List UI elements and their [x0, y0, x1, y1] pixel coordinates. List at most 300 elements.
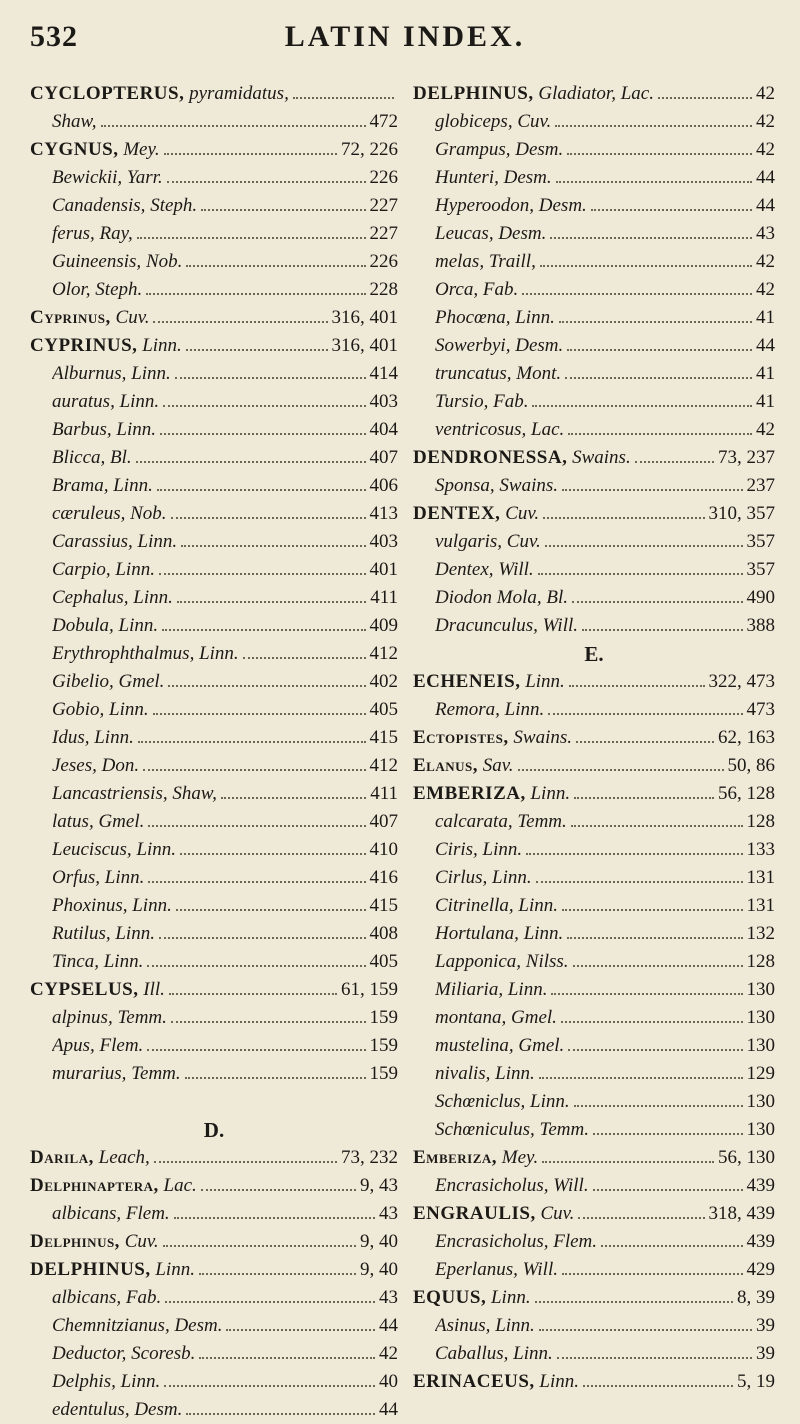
leader-dots: [199, 1263, 356, 1275]
index-entry: [413, 976, 775, 1004]
entry-author: Linn.: [132, 895, 172, 916]
index-entry: [30, 164, 398, 192]
leader-dots: [221, 787, 366, 799]
entry-author: Cuv.: [540, 1203, 575, 1224]
index-entry: [30, 360, 398, 388]
entry-author: Temm.: [117, 1007, 167, 1028]
entry-pages: 131: [746, 867, 775, 888]
entry-species: Guineensis,: [52, 251, 142, 272]
entry-author: Yarr.: [126, 167, 163, 188]
index-entry: [413, 920, 775, 948]
leader-dots: [136, 451, 366, 463]
leader-dots: [567, 143, 752, 155]
entry-author: Shaw,: [52, 111, 97, 132]
index-entry: [413, 948, 775, 976]
leader-dots: [522, 283, 752, 295]
entry-species: Diodon Mola,: [435, 587, 542, 608]
leader-dots: [559, 311, 752, 323]
entry-species: Encrasicholus,: [435, 1175, 549, 1196]
index-entry: [30, 1312, 398, 1340]
entry-name: [435, 472, 558, 500]
entry-genus: DELPHINUS,: [30, 1259, 151, 1280]
entry-author: Steph.: [95, 279, 143, 300]
leader-dots: [159, 563, 366, 575]
entry-pages: 429: [746, 1259, 775, 1280]
leader-dots: [538, 563, 743, 575]
entry-pages: 415: [369, 895, 398, 916]
entry-author: Linn.: [119, 391, 160, 412]
entry-author: Temm.: [131, 1063, 181, 1084]
entry-pages: 226: [369, 167, 398, 188]
index-entry: [30, 1368, 398, 1396]
index-entry: [413, 136, 775, 164]
index-entry: [30, 444, 398, 472]
entry-pages: 415: [369, 727, 398, 748]
entry-author: Mey.: [123, 139, 160, 160]
entry-species: pyramidatus,: [189, 83, 289, 104]
index-entry: [413, 192, 775, 220]
entry-author: Linn.: [515, 307, 555, 328]
entry-genus: ECHENEIS,: [413, 671, 521, 692]
index-entry: [413, 1088, 775, 1116]
entry-name: [413, 1200, 574, 1228]
entry-author: Linn.: [523, 923, 564, 944]
entry-pages: 416: [369, 867, 398, 888]
entry-species: Caballus,: [435, 1343, 509, 1364]
entry-author: Swains.: [499, 475, 559, 496]
entry-pages: 407: [369, 447, 398, 468]
entry-author: Linn.: [495, 1315, 535, 1336]
entry-author: Nob.: [145, 251, 183, 272]
page-header: [30, 20, 780, 70]
entry-species: ventricosus,: [435, 419, 527, 440]
page-number: 532: [30, 20, 78, 53]
entry-pages: 227: [369, 195, 398, 216]
index-entry: [30, 388, 398, 416]
index-entry: [30, 220, 398, 248]
index-entry: [30, 976, 398, 1004]
section-letter: E.: [584, 642, 604, 666]
entry-species: Orfus,: [52, 867, 101, 888]
entry-species: Gibelio,: [52, 671, 114, 692]
leader-dots: [583, 1375, 733, 1387]
entry-author: Fab.: [482, 279, 519, 300]
index-entry: [30, 1172, 398, 1200]
entry-author: Flem.: [99, 1035, 144, 1056]
index-entry: [30, 808, 398, 836]
entry-name: [435, 192, 587, 220]
leader-dots: [138, 731, 366, 743]
entry-author: Linn.: [525, 671, 565, 692]
entry-author: Temm.: [517, 811, 567, 832]
entry-author: Cuv.: [115, 307, 150, 328]
entry-author: Linn.: [490, 1287, 531, 1308]
index-entry: [413, 892, 775, 920]
leader-dots: [167, 171, 366, 183]
entry-pages: 56, 130: [718, 1147, 775, 1168]
entry-species: murarius,: [52, 1063, 127, 1084]
entry-species: Schœniclus,: [435, 1091, 526, 1112]
index-entry: [30, 584, 398, 612]
entry-pages: 41: [756, 363, 775, 384]
entry-name: [52, 752, 139, 780]
entry-pages: 405: [369, 951, 398, 972]
entry-genus: CYCLOPTERUS,: [30, 83, 185, 104]
index-entry: [413, 808, 775, 836]
leader-dots: [201, 1179, 356, 1191]
leader-dots: [574, 787, 714, 799]
entry-pages: 407: [369, 811, 398, 832]
entry-pages: 50, 86: [727, 755, 775, 776]
index-entry: [413, 556, 775, 584]
index-entry: [413, 500, 775, 528]
entry-author: Will.: [542, 615, 579, 636]
entry-name: [435, 864, 532, 892]
entry-pages: 316, 401: [331, 335, 398, 356]
leader-dots: [175, 367, 366, 379]
index-entry: [413, 360, 775, 388]
entry-name: [435, 584, 568, 612]
entry-pages: 439: [746, 1231, 775, 1252]
entry-species: Hyperoodon,: [435, 195, 535, 216]
entry-name: [52, 724, 134, 752]
leader-dots: [562, 479, 742, 491]
index-entry: [30, 864, 398, 892]
leader-dots: [174, 1207, 375, 1219]
entry-species: Dracunculus,: [435, 615, 538, 636]
entry-author: Desm.: [174, 1315, 223, 1336]
entry-species: Phoxinus,: [52, 895, 128, 916]
entry-name: [52, 920, 155, 948]
entry-name: [435, 1032, 564, 1060]
index-entry: [413, 1144, 775, 1172]
entry-pages: 42: [756, 111, 775, 132]
entry-author: Linn.: [518, 895, 559, 916]
entry-species: Miliaria,: [435, 979, 504, 1000]
index-entry: [413, 1284, 775, 1312]
entry-name: [30, 136, 160, 164]
entry-species: Erythrophthalmus,: [52, 643, 195, 664]
entry-species: Lapponica,: [435, 951, 522, 972]
entry-species: Grampus,: [435, 139, 511, 160]
entry-author: Gmel.: [518, 1035, 565, 1056]
entry-species: Tursio,: [435, 391, 489, 412]
entry-name: [413, 1284, 531, 1312]
entry-pages: 42: [756, 83, 775, 104]
entry-pages: 9, 40: [360, 1231, 398, 1252]
entry-author: Swains.: [572, 447, 631, 468]
entry-name: [30, 1144, 150, 1172]
entry-author: Scoresb.: [131, 1343, 196, 1364]
entry-species: Hortulana,: [435, 923, 519, 944]
leader-dots: [169, 983, 337, 995]
index-entry: [30, 724, 398, 752]
leader-dots: [569, 675, 705, 687]
leader-dots: [185, 1067, 366, 1079]
entry-name: [52, 528, 177, 556]
index-entry: [413, 668, 775, 696]
entry-author: Gmel.: [511, 1007, 557, 1028]
entry-species: Tinca,: [52, 951, 99, 972]
entry-author: Gmel.: [118, 671, 165, 692]
leader-dots: [163, 1235, 356, 1247]
entry-pages: 409: [369, 615, 398, 636]
entry-species: albicans,: [52, 1287, 122, 1308]
entry-species: Rutilus,: [52, 923, 111, 944]
index-entry: [30, 248, 398, 276]
entry-species: ferus,: [52, 223, 95, 244]
leader-dots: [171, 507, 366, 519]
entry-name: [435, 920, 563, 948]
entry-author: Don.: [101, 755, 140, 776]
entry-name: [435, 332, 563, 360]
leader-dots: [226, 1319, 375, 1331]
entry-genus: EMBERIZA,: [413, 783, 526, 804]
index-entry: [30, 416, 398, 444]
entry-name: [52, 556, 155, 584]
leader-dots: [535, 1291, 733, 1303]
index-entry: [413, 416, 775, 444]
entry-author: Cuv.: [124, 1231, 159, 1252]
index-entry: [30, 556, 398, 584]
leader-dots: [153, 703, 366, 715]
entry-species: Cirlus,: [435, 867, 488, 888]
index-entry: [30, 780, 398, 808]
leader-dots: [557, 1347, 752, 1359]
leader-dots: [556, 171, 752, 183]
entry-genus: Elanus,: [413, 755, 478, 776]
entry-genus: Delphinus,: [30, 1231, 120, 1252]
entry-genus: CYPSELUS,: [30, 979, 139, 1000]
entry-author: Ray,: [99, 223, 133, 244]
entry-author: Linn.: [113, 475, 153, 496]
entry-author: Will.: [498, 559, 534, 580]
entry-species: Carassius,: [52, 531, 133, 552]
index-entry: [30, 1340, 398, 1368]
entry-pages: 401: [369, 559, 398, 580]
entry-author: Cuv.: [505, 503, 540, 524]
index-entry: [413, 1116, 775, 1144]
entry-author: Bl.: [110, 447, 132, 468]
entry-species: Encrasicholus,: [435, 1231, 549, 1252]
entry-pages: 128: [746, 951, 775, 972]
index-entry: [30, 80, 398, 108]
entry-author: Linn.: [109, 699, 149, 720]
entry-name: [30, 304, 149, 332]
entry-pages: 131: [746, 895, 775, 916]
entry-name: [52, 444, 132, 472]
entry-name: [435, 1116, 589, 1144]
entry-species: Lancastriensis,: [52, 783, 168, 804]
entry-genus: Darila,: [30, 1147, 94, 1168]
entry-author: Linn.: [492, 867, 532, 888]
leader-dots: [199, 1347, 375, 1359]
entry-author: Linn.: [103, 951, 144, 972]
entry-species: albicans,: [52, 1203, 122, 1224]
entry-pages: 130: [746, 1091, 775, 1112]
leader-dots: [176, 899, 366, 911]
entry-pages: 42: [756, 419, 775, 440]
entry-name: [52, 696, 149, 724]
entry-name: [52, 388, 159, 416]
entry-author: Desm.: [498, 223, 547, 244]
index-entry: [413, 1200, 775, 1228]
entry-name: [30, 976, 165, 1004]
index-entry: [30, 1060, 398, 1088]
entry-author: Shaw,: [172, 783, 217, 804]
entry-species: Chemnitzianus,: [52, 1315, 170, 1336]
leader-dots: [555, 115, 752, 127]
entry-pages: 9, 43: [360, 1175, 398, 1196]
leader-dots: [545, 535, 743, 547]
entry-species: alpinus,: [52, 1007, 113, 1028]
entry-name: [52, 836, 176, 864]
entry-species: Jeses,: [52, 755, 97, 776]
leader-dots: [550, 227, 752, 239]
leader-dots: [157, 479, 366, 491]
entry-species: nivalis,: [435, 1063, 491, 1084]
page-title: LATIN INDEX.: [284, 20, 526, 53]
leader-dots: [243, 647, 366, 659]
entry-pages: 473: [746, 699, 775, 720]
leader-dots: [162, 619, 365, 631]
entry-name: [52, 1004, 167, 1032]
index-entry: [413, 220, 775, 248]
entry-pages: 39: [756, 1343, 775, 1364]
entry-species: Leuciscus,: [52, 839, 132, 860]
entry-species: Olor,: [52, 279, 91, 300]
entry-pages: 316, 401: [331, 307, 398, 328]
leader-dots: [540, 255, 752, 267]
entry-author: Traill,: [488, 251, 536, 272]
leader-dots: [168, 675, 365, 687]
index-entry: [413, 836, 775, 864]
leader-dots: [593, 1123, 743, 1135]
entry-pages: 322, 473: [708, 671, 775, 692]
entry-name: [435, 164, 552, 192]
entry-name: [435, 108, 551, 136]
entry-pages: 61, 159: [341, 979, 398, 1000]
entry-author: Cuv.: [517, 111, 552, 132]
entry-name: [435, 696, 544, 724]
entry-author: Linn.: [539, 1371, 580, 1392]
leader-dots: [526, 843, 742, 855]
entry-author: Linn.: [120, 1371, 161, 1392]
index-entry: [413, 696, 775, 724]
entry-author: Lac.: [163, 1175, 197, 1196]
entry-species: Alburnus,: [52, 363, 127, 384]
leader-dots: [568, 1039, 742, 1051]
entry-genus: ENGRAULIS,: [413, 1203, 536, 1224]
entry-author: Mey.: [501, 1147, 539, 1168]
index-entry: [413, 1256, 775, 1284]
leader-dots: [591, 199, 752, 211]
entry-species: Dentex,: [435, 559, 494, 580]
index-entry: [413, 1172, 775, 1200]
entry-name: [52, 1284, 161, 1312]
index-entry: [30, 1004, 398, 1032]
entry-pages: 73, 232: [341, 1147, 398, 1168]
entry-genus: CYGNUS,: [30, 139, 119, 160]
entry-species: edentulus,: [52, 1399, 130, 1420]
entry-name: [435, 1228, 597, 1256]
entry-genus: CYPRINUS,: [30, 335, 138, 356]
entry-pages: 159: [369, 1063, 398, 1084]
entry-author: Steph.: [150, 195, 198, 216]
entry-author: Linn.: [115, 559, 155, 580]
entry-author: Linn.: [133, 587, 173, 608]
leader-dots: [164, 143, 337, 155]
entry-species: Idus,: [52, 727, 90, 748]
entry-species: Remora,: [435, 699, 500, 720]
entry-name: [30, 1172, 197, 1200]
entry-author: Linn.: [507, 979, 548, 1000]
entry-species: Citrinella,: [435, 895, 514, 916]
entry-author: Leach,: [98, 1147, 150, 1168]
leader-dots: [593, 1179, 743, 1191]
leader-dots: [177, 591, 366, 603]
entry-author: Lac.: [620, 83, 654, 104]
index-entry: [413, 1340, 775, 1368]
entry-name: [435, 1256, 558, 1284]
index-entry: [30, 192, 398, 220]
entry-pages: 411: [370, 783, 398, 804]
index-entry: [30, 528, 398, 556]
entry-pages: 44: [379, 1399, 398, 1420]
entry-name: [435, 360, 561, 388]
leader-dots: [565, 367, 752, 379]
entry-author: Flem.: [553, 1231, 598, 1252]
entry-pages: 72, 226: [341, 139, 398, 160]
entry-name: [413, 724, 572, 752]
entry-name: [435, 1340, 553, 1368]
entry-name: [435, 1172, 589, 1200]
entry-pages: 43: [756, 223, 775, 244]
entry-species: Deductor,: [52, 1343, 127, 1364]
index-entry: [413, 388, 775, 416]
entry-author: Ill.: [143, 979, 165, 1000]
entry-genus: Delphinaptera,: [30, 1175, 159, 1196]
leader-dots: [518, 759, 724, 771]
entry-species: Gladiator,: [538, 83, 616, 104]
entry-species: Barbus,: [52, 419, 112, 440]
entry-name: [30, 80, 289, 108]
index-entry: [413, 1228, 775, 1256]
entry-species: Brama,: [52, 475, 109, 496]
entry-name: [435, 416, 564, 444]
entry-pages: 44: [379, 1315, 398, 1336]
entry-pages: 130: [746, 1007, 775, 1028]
entry-author: Linn.: [530, 1091, 570, 1112]
entry-name: [413, 444, 631, 472]
entry-name: [52, 220, 133, 248]
entry-pages: 43: [379, 1287, 398, 1308]
entry-pages: 412: [369, 755, 398, 776]
entry-author: Sav.: [482, 755, 514, 776]
entry-pages: 56, 128: [718, 783, 775, 804]
entry-name: [52, 1060, 181, 1088]
entry-author: Temm.: [539, 1119, 589, 1140]
entry-name: [52, 1032, 143, 1060]
entry-author: Desm.: [515, 335, 564, 356]
entry-author: Mont.: [516, 363, 562, 384]
entry-species: Canadensis,: [52, 195, 146, 216]
entry-genus: DENTEX,: [413, 503, 501, 524]
entry-author: Linn.: [199, 643, 239, 664]
index-entry: [413, 612, 775, 640]
entry-name: [435, 808, 567, 836]
entry-pages: 405: [369, 699, 398, 720]
